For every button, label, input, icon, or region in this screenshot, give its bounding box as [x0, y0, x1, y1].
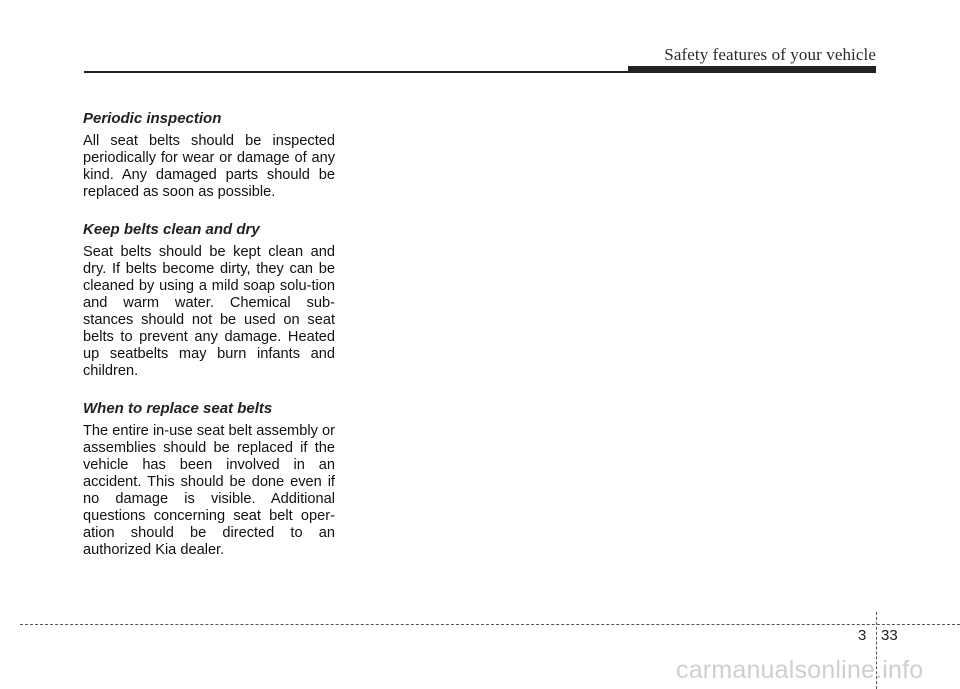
header-rule-thin: [84, 71, 628, 73]
header-rule-thick: [628, 66, 876, 73]
section-when-to-replace: [83, 400, 335, 559]
section-periodic-inspection: [83, 110, 335, 201]
page-number: 33: [881, 627, 898, 644]
section-body: All seat belts should be inspected periodically for wear or damage of any kind. Any damaged parts should be replaced as soon as possible.: [83, 133, 335, 200]
section-heading: Keep belts clean and dry: [83, 221, 260, 238]
watermark: carmanualsonline.info: [676, 656, 924, 684]
section-body: Seat belts should be kept clean and dry. If belts become dirty, they can be cleaned by using a mild soap solu-tion and warm water. Chemical sub-stances should not be used on seat belts to prevent any damage. Heated up seatbelts may burn infants and children.: [83, 244, 335, 379]
section-keep-belts-clean: [83, 221, 335, 380]
section-heading: When to replace seat belts: [83, 400, 273, 417]
section-body: The entire in-use seat belt assembly or assemblies should be replaced if the vehicle has been involved in an accident. This should be done even if no damage is visible. Additional questions concerning seat belt oper-ation should be directed to an authorized Kia dealer.: [83, 423, 335, 558]
content-column: [83, 110, 335, 579]
footer-rule: [20, 624, 960, 625]
header-title: Safety features of your vehicle: [664, 45, 876, 64]
section-heading: Periodic inspection: [83, 110, 222, 127]
chapter-number: 3: [858, 627, 867, 644]
